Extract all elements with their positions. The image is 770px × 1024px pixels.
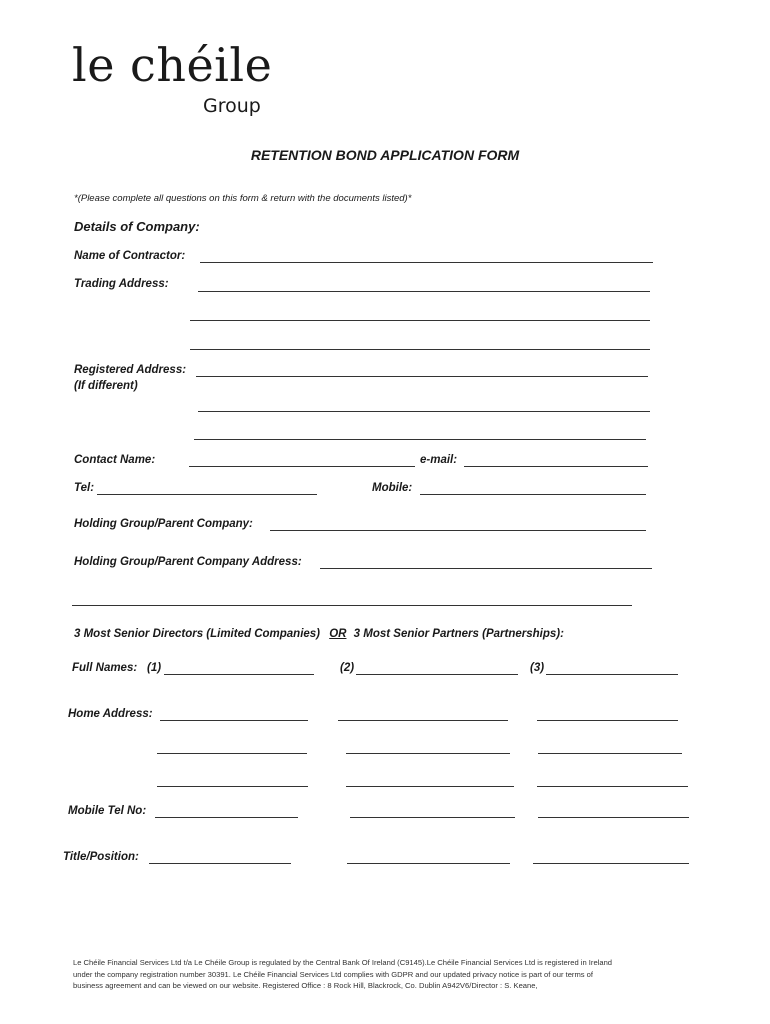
full-name-2-field[interactable]: [356, 674, 518, 675]
label-contact-name: Contact Name:: [74, 454, 156, 466]
footer-line-3: business agreement and can be viewed on our website. Registered Office : 8 Rock Hill, Blackrock, Co. Dublin A942V6/Director : S. Keane,: [73, 981, 538, 990]
title-position-1-field[interactable]: [149, 863, 291, 864]
mobile-tel-1-field[interactable]: [155, 817, 298, 818]
home-address-1-line-2[interactable]: [157, 753, 307, 754]
holding-address-line-1[interactable]: [320, 568, 652, 569]
label-registered-address: Registered Address:: [74, 364, 187, 376]
label-title-position: Title/Position:: [63, 851, 139, 863]
label-tel: Tel:: [74, 482, 95, 494]
mobile-tel-3-field[interactable]: [538, 817, 689, 818]
label-name-3: (3): [530, 662, 545, 674]
home-address-1-line-3[interactable]: [157, 786, 308, 787]
footer-disclaimer: [73, 957, 698, 992]
home-address-1-line-1[interactable]: [160, 720, 308, 721]
tel-field[interactable]: [97, 494, 317, 495]
home-address-2-line-3[interactable]: [346, 786, 514, 787]
registered-address-line-2[interactable]: [198, 411, 650, 412]
logo-subtitle: Group: [203, 95, 261, 117]
directors-text-a: 3 Most Senior Directors (Limited Companies): [74, 628, 321, 640]
footer-line-1: Le Chéile Financial Services Ltd t/a Le Chéile Group is regulated by the Central Bank Of Ireland (C9145).Le Chéile Financial Services Ltd is registered in Ireland: [73, 958, 613, 967]
trading-address-line-2[interactable]: [190, 320, 650, 321]
directors-text-or: OR: [329, 628, 347, 640]
label-full-names: Full Names:: [72, 662, 138, 674]
title-position-2-field[interactable]: [347, 863, 510, 864]
full-name-1-field[interactable]: [164, 674, 314, 675]
home-address-2-line-2[interactable]: [346, 753, 510, 754]
label-mobile: Mobile:: [372, 482, 413, 494]
label-home-address: Home Address:: [68, 708, 153, 720]
home-address-3-line-1[interactable]: [537, 720, 678, 721]
instruction-note: *(Please complete all questions on this form & return with the documents listed)*: [74, 193, 412, 204]
label-if-different: (If different): [74, 380, 138, 392]
label-trading-address: Trading Address:: [74, 278, 169, 290]
home-address-3-line-3[interactable]: [537, 786, 688, 787]
directors-text-b: 3 Most Senior Partners (Partnerships):: [353, 628, 564, 640]
home-address-3-line-2[interactable]: [538, 753, 682, 754]
trading-address-line-3[interactable]: [190, 349, 650, 350]
section-heading-company: Details of Company:: [74, 219, 200, 234]
full-name-3-field[interactable]: [546, 674, 678, 675]
label-directors-heading: [74, 628, 564, 640]
email-field[interactable]: [464, 466, 648, 467]
title-position-3-field[interactable]: [533, 863, 689, 864]
contact-name-field[interactable]: [189, 466, 415, 467]
holding-address-line-2[interactable]: [72, 605, 632, 606]
form-title: RETENTION BOND APPLICATION FORM: [250, 147, 520, 163]
home-address-2-line-1[interactable]: [338, 720, 508, 721]
registered-address-line-3[interactable]: [194, 439, 646, 440]
label-name-2: (2): [340, 662, 355, 674]
label-holding-company: Holding Group/Parent Company:: [74, 518, 253, 530]
contractor-field[interactable]: [200, 262, 653, 263]
trading-address-line-1[interactable]: [198, 291, 650, 292]
label-name-1: (1): [147, 662, 162, 674]
mobile-field[interactable]: [420, 494, 646, 495]
label-email: e-mail:: [420, 454, 458, 466]
registered-address-line-1[interactable]: [196, 376, 648, 377]
logo-wordmark: le chéile: [72, 38, 273, 92]
footer-line-2: under the company registration number 30391. Le Chéile Financial Services Ltd complies with GDPR and our updated privacy notice is part of our terms of: [73, 969, 594, 979]
mobile-tel-2-field[interactable]: [350, 817, 515, 818]
holding-company-field[interactable]: [270, 530, 646, 531]
label-mobile-tel: Mobile Tel No:: [68, 805, 147, 817]
label-contractor: Name of Contractor:: [74, 250, 186, 262]
label-holding-address: Holding Group/Parent Company Address:: [74, 556, 302, 568]
